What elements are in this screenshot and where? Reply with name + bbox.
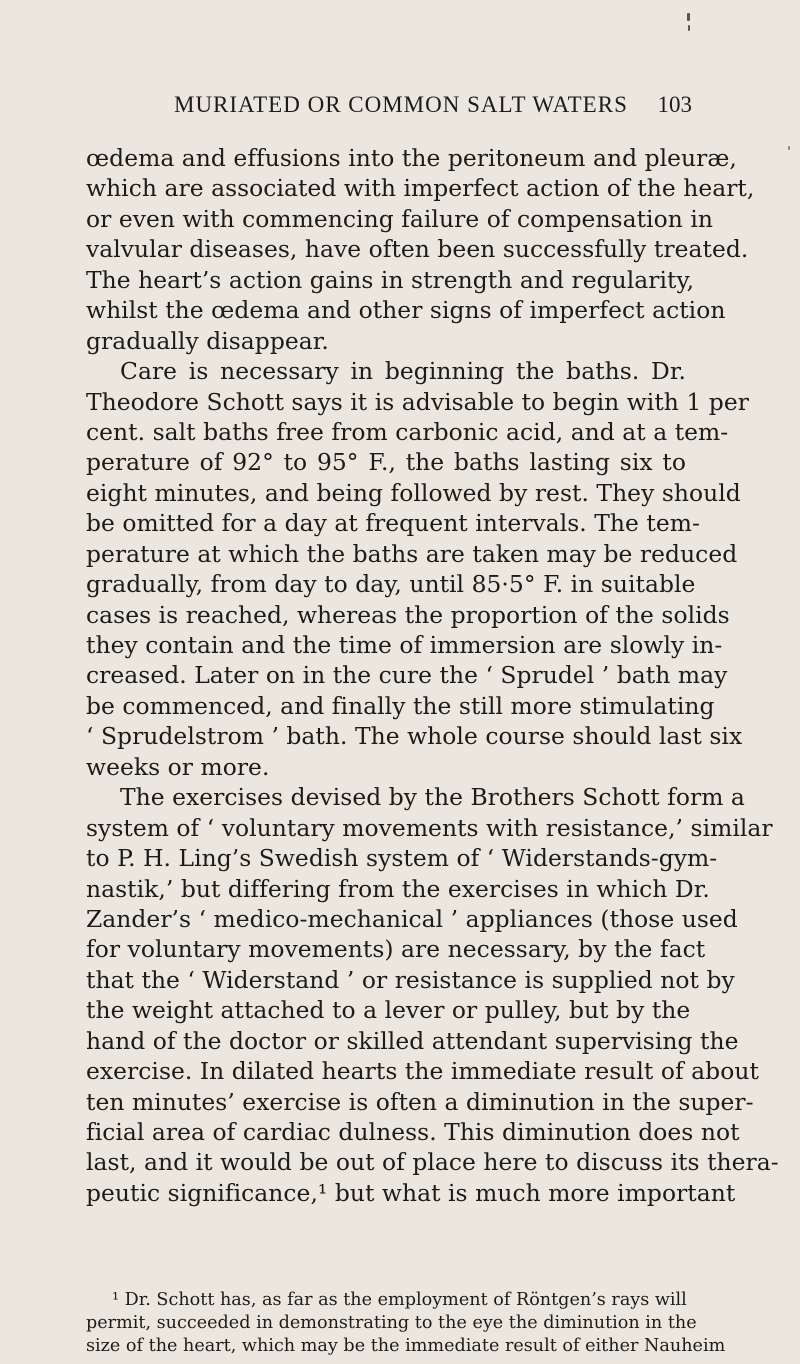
text-line: The heart’s action gains in strength and regularity, — [86, 265, 695, 294]
text-line: œdema and effusions into the peritoneum and pleuræ, — [86, 144, 737, 172]
body-text — [86, 143, 779, 1208]
footnote-line: ¹ Dr. Schott has, as far as the employment of Röntgen’s rays will — [112, 1290, 687, 1310]
print-speck — [687, 13, 690, 21]
text-line: ficial area of cardiac dulness. This diminution does not — [86, 1118, 740, 1146]
text-line: which are associated with imperfect action of the heart, — [86, 174, 755, 203]
text-line: for voluntary movements) are necessary, by the fact — [86, 935, 706, 964]
page-header — [174, 92, 692, 122]
text-line: nastik,’ but differing from the exercises in which Dr. — [86, 874, 710, 903]
text-line: Care is necessary in beginning the baths. Dr. — [120, 357, 686, 386]
running-head: MURIATED OR COMMON SALT WATERS — [174, 92, 628, 117]
footnote-line: permit, succeeded in demonstrating to the eye the diminution in the — [86, 1313, 697, 1333]
text-line: they contain and the time of immersion are slowly in- — [86, 631, 723, 659]
text-line: last, and it would be out of place here to discuss its thera- — [86, 1148, 779, 1177]
print-speck — [788, 146, 790, 150]
text-line: whilst the œdema and other signs of imperfect action — [86, 296, 726, 325]
text-line: perature of 92° to 95° F., the baths lasting six to — [86, 448, 686, 477]
text-line: ten minutes’ exercise is often a diminution in the super- — [86, 1087, 754, 1116]
text-line: eight minutes, and being followed by rest. They should — [86, 478, 741, 507]
footnote — [86, 1289, 726, 1358]
text-line: cases is reached, whereas the proportion of the solids — [86, 600, 730, 629]
text-line: Theodore Schott says it is advisable to begin with 1 per — [86, 387, 749, 416]
text-line: or even with commencing failure of compensation in — [86, 204, 713, 233]
text-line: be commenced, and finally the still more stimulating — [86, 691, 715, 720]
print-speck — [688, 25, 690, 31]
text-line: peutic significance,¹ but what is much more important — [86, 1178, 736, 1207]
text-line: gradually, from day to day, until 85·5° F. in suitable — [86, 570, 696, 599]
text-line: weeks or more. — [86, 752, 270, 781]
text-line: be omitted for a day at frequent intervals. The tem- — [86, 509, 700, 538]
text-line: creased. Later on in the cure the ‘ Sprudel ’ bath may — [86, 661, 728, 690]
text-line: that the ‘ Widerstand ’ or resistance is supplied not by — [86, 965, 735, 994]
text-line: system of ‘ voluntary movements with resistance,’ similar — [86, 813, 773, 842]
footnote-line: size of the heart, which may be the immediate result of either Nauheim — [86, 1336, 726, 1356]
text-line: gradually disappear. — [86, 326, 329, 355]
text-line: the weight attached to a lever or pulley, but by the — [86, 996, 691, 1025]
text-line: valvular diseases, have often been successfully treated. — [86, 235, 749, 264]
text-line: exercise. In dilated hearts the immediate result of about — [86, 1057, 759, 1086]
text-line: Zander’s ‘ medico-mechanical ’ appliances (those used — [86, 904, 738, 933]
text-line: hand of the doctor or skilled attendant supervising the — [86, 1026, 739, 1055]
text-line: cent. salt baths free from carbonic acid, and at a tem- — [86, 417, 729, 446]
text-line: The exercises devised by the Brothers Schott form a — [120, 783, 745, 812]
text-line: to P. H. Ling’s Swedish system of ‘ Widerstands-gym- — [86, 844, 718, 873]
text-line: perature at which the baths are taken may be reduced — [86, 539, 738, 568]
text-line: ‘ Sprudelstrom ’ bath. The whole course should last six — [86, 722, 743, 751]
page-number: 103 — [657, 92, 692, 117]
